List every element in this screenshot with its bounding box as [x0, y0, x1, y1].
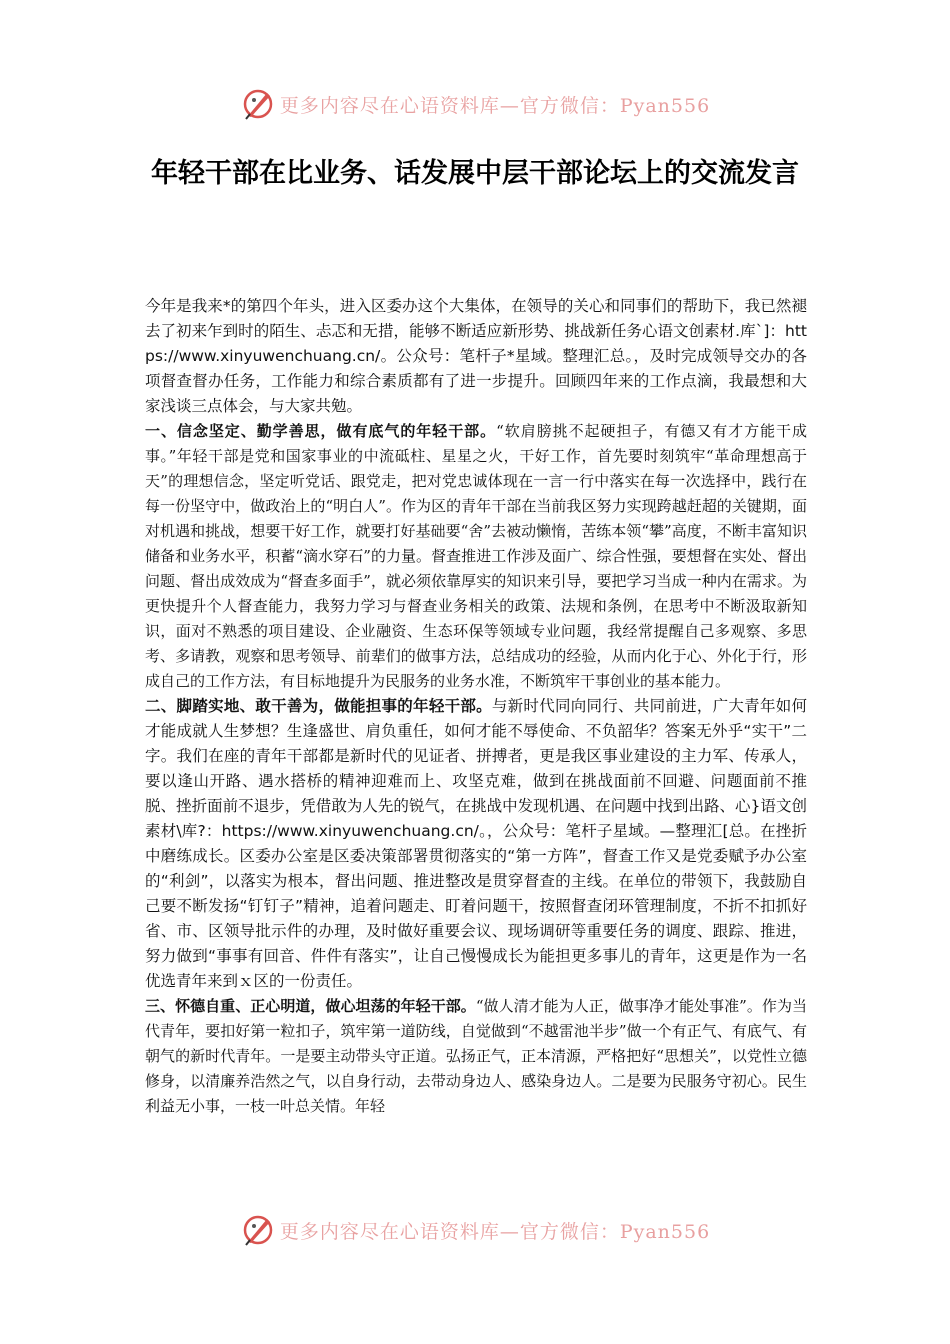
paragraph-intro: [145, 294, 807, 419]
paragraph-text: 与新时代同向同行、共同前进，广大青年如何才能成就人生梦想？生逢盛世、肩负重任，如何才能不辱使命、不负韶华？答案无外乎“实干”二字。我们在座的青年干部都是新时代的见证者、拼搏者，更是我区事业建设的主力军、传承人，要以逢山开路、遇水搭桥的精神迎难而上、攻坚克难，做到在挑战面前不回避、问题面前不推脱、挫折面前不退步，凭借敢为人先的锐气，在挑战中发现机遇、在问题中找到出路、心}语文创素材\库?：https://www.xinyuwenchuang.cn/。，公众号：笔杆子星域。—整理汇[总。在挫折中磨练成长。区委办公室是区委决策部署贯彻落实的“第一方阵”，督查工作又是党委赋予办公室的“利剑”，以落实为根本，督出问题、推进整改是贯穿督查的主线。在单位的带领下，我鼓励自己要不断发扬“钉钉子”精神，追着问题走、盯着问题干，按照督查闭环管理制度，不折不扣抓好省、市、区领导批示件的办理，及时做好重要会议、现场调研等重要任务的调度、跟踪、推进，努力做到“事事有回音、件件有落实”，让自己慢慢成长为能担更多事儿的青年，这更是作为一名优选青年来到ｘ区的一份责任。: [145, 697, 807, 990]
watermark-banner-top: [0, 84, 950, 124]
paragraph-text: “软肩膀挑不起硬担子，有德又有才方能干成事。”年轻干部是党和国家事业的中流砥柱、星星之火，干好工作，首先要时刻筑牢“革命理想高于天”的理想信念，坚定听党话、跟党走，把对党忠诚体现在一言一行中落实在每一次选择中，践行在每一份坚守中，做政治上的“明白人”。作为区的青年干部在当前我区努力实现跨越赶超的关键期，面对机遇和挑战，想要干好工作，就要打好基础要“舍”去被动懒惰，苦练本领“攀”高度，不断丰富知识储备和业务水平，积蓄“滴水穿石”的力量。督查推进工作涉及面广、综合性强，要想督在实处、督出问题、督出成效成为“督查多面手”，就必须依靠厚实的知识来引导，要把学习当成一种内在需求。为更快提升个人督查能力，我努力学习与督查业务相关的政策、法规和条例，在思考中不断汲取新知识，面对不熟悉的项目建设、企业融资、生态环保等领域专业问题，我经常提醒自己多观察、多思考、多请教，观察和思考领导、前辈们的做事方法，总结成功的经验，从而内化于心、外化于行，形成自己的工作方法，有目标地提升为民服务的业务水准，不断筑牢干事创业的基本能力。: [145, 422, 807, 690]
paragraph-point-1: [145, 419, 807, 694]
paragraph-text: 今年是我来*的第四个年头，进入区委办这个大集体，在领导的关心和同事们的帮助下，我已然褪去了初来乍到时的陌生、忐忑和无措，能够不断适应新形势、挑战新任务心语文创素材.库`]：https://www.xinyuwenchuang.cn/。公众号：笔杆子*星域。整理汇总。，及时完成领导交办的各项督查督办任务，工作能力和综合素质都有了进一步提升。回顾四年来的工作点滴，我最想和大家浅谈三点体会，与大家共勉。: [145, 297, 807, 415]
section-heading: 二、脚踏实地、敢干善为，做能担事的年轻干部。: [145, 697, 492, 715]
section-heading: 一、信念坚定、勤学善思，做有底气的年轻干部。: [145, 422, 497, 440]
document-title: 年轻干部在比业务、话发展中层干部论坛上的交流发言: [151, 158, 799, 189]
paragraph-text: “做人清才能为人正，做事净才能处事准”。作为当代青年，要扣好第一粒扣子，筑牢第一道防线，自觉做到“不越雷池半步”做一个有正气、有底气、有朝气的新时代青年。一是要主动带头守正道。弘扬正气，正本清源，严格把好“思想关”，以党性立德修身，以清廉养浩然之气，以自身行动，去带动身边人、感染身边人。二是要为民服务守初心。民生利益无小事，一枝一叶总关情。年轻: [145, 997, 807, 1115]
quill-logo-icon: [240, 1212, 276, 1248]
paragraph-point-3: [145, 994, 807, 1119]
watermark-text: 更多内容尽在心语资料库—官方微信：Pyan556: [279, 1220, 711, 1243]
section-heading: 三、怀德自重、正心明道，做心坦荡的年轻干部。: [145, 997, 476, 1015]
watermark-text: 更多内容尽在心语资料库—官方微信：Pyan556: [279, 94, 711, 117]
watermark-banner-bottom: [0, 1210, 950, 1250]
quill-logo-icon: [240, 86, 276, 122]
document-body: [145, 294, 807, 1119]
paragraph-point-2: [145, 694, 807, 994]
